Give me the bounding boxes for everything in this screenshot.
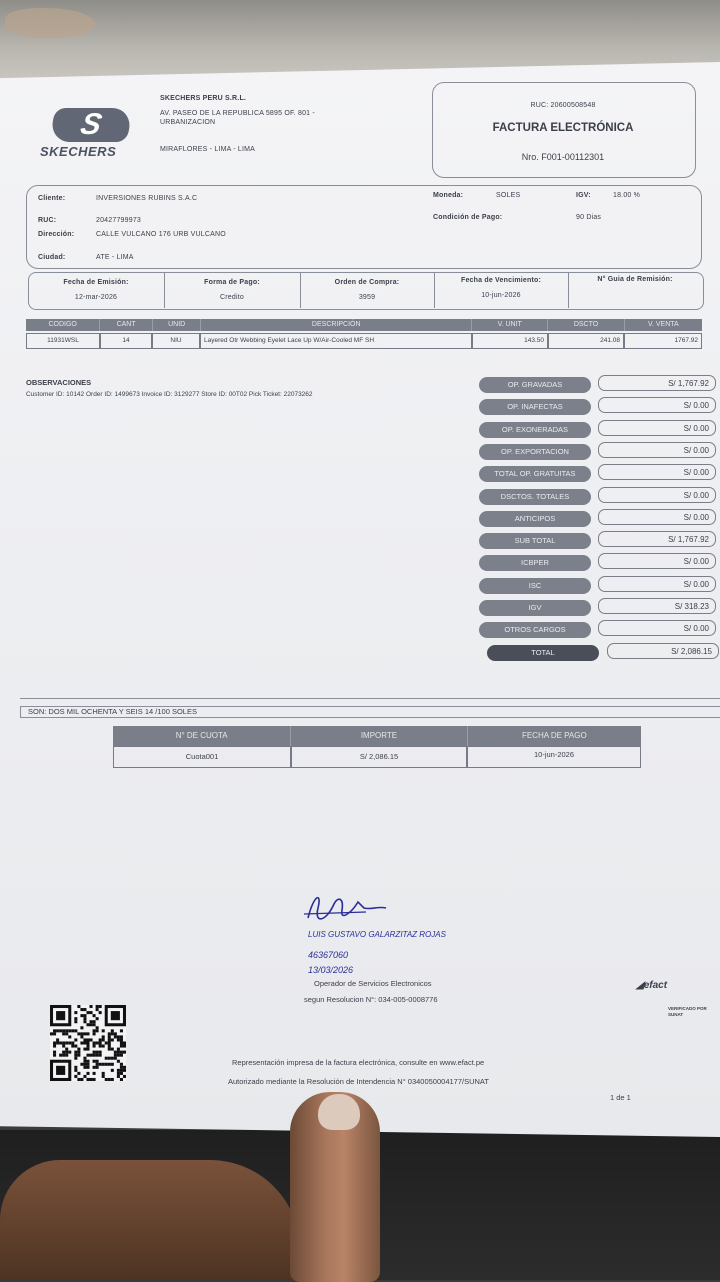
total-label: IGV (479, 600, 591, 616)
quota-number: Cuota001 (113, 746, 291, 768)
igv-value: 18.00 % (613, 192, 641, 199)
invoice-ruc: RUC: 20600508548 (530, 102, 596, 109)
company-address-1: AV. PASEO DE LA REPUBLICA 5895 OF. 801 - (160, 110, 315, 117)
total-value: S/ 0.00 (598, 553, 716, 569)
efact-logo (636, 980, 667, 991)
total-value: S/ 2,086.15 (607, 643, 719, 659)
sunat-logo: VERIFICADO POR SUNAT (668, 1006, 707, 1017)
currency-value: SOLES (496, 192, 521, 199)
company-address-2: URBANIZACION (160, 119, 216, 126)
total-value: S/ 0.00 (598, 487, 716, 503)
total-value: S/ 0.00 (598, 576, 716, 592)
total-label: DSCTOS. TOTALES (479, 489, 591, 505)
item-code: 11931WSL (26, 333, 100, 349)
quota-date: 10-jun-2026 (467, 746, 641, 768)
total-value: S/ 0.00 (598, 442, 716, 458)
guide-label: N° Guia de Remisión: (597, 276, 673, 283)
order-label: Orden de Compra: (334, 279, 400, 286)
observations-text: Customer ID: 10142 Order ID: 1499673 Invoice ID: 3129277 Store ID: 00T02 Pick Ticket: 22073262 (26, 391, 313, 398)
currency-label: Moneda: (433, 192, 464, 199)
total-label: TOTAL (487, 645, 599, 661)
total-value: S/ 1,767.92 (598, 375, 716, 391)
total-value: S/ 0.00 (598, 620, 716, 636)
emission-date: 12-mar-2026 (74, 294, 118, 301)
meta-divider (300, 272, 301, 308)
signature-scribble (300, 888, 390, 928)
hand (0, 1160, 300, 1280)
divider (20, 698, 720, 699)
total-value: S/ 0.00 (598, 420, 716, 436)
quota-col-date: FECHA DE PAGO (521, 731, 587, 740)
total-value: S/ 0.00 (598, 464, 716, 480)
qr-code-icon (50, 1004, 126, 1082)
col-description: DESCRIPCIÓN (201, 319, 472, 331)
quota-col-amount: IMPORTE (291, 726, 467, 746)
client-city: ATE - LIMA (96, 254, 134, 261)
igv-label: IGV: (576, 192, 591, 199)
total-value: S/ 0.00 (598, 397, 716, 413)
company-name: SKECHERS PERU S.R.L. (160, 95, 247, 102)
signer-date: 13/03/2026 (308, 965, 354, 975)
operator-line-2: segun Resolucion N°: 034-005-0008776 (304, 995, 438, 1004)
page-number: 1 de 1 (610, 1093, 631, 1102)
item-unit-price: 143.50 (472, 333, 548, 349)
due-date: 10-jun-2026 (481, 292, 521, 299)
logo-s-icon: S (48, 108, 133, 142)
amount-words: SON: DOS MIL OCHENTA Y SEIS 14 /100 SOLES (28, 707, 197, 716)
col-unit: UNID (153, 319, 202, 331)
item-total: 1767.92 (624, 333, 702, 349)
item-unit: NIU (152, 333, 200, 349)
col-qty: CANT (100, 319, 153, 331)
client-city-label: Ciudad: (38, 254, 66, 261)
client-ruc: 20427799973 (96, 217, 142, 224)
company-logo (40, 108, 150, 160)
quota-amount: S/ 2,086.15 (291, 746, 467, 768)
col-discount: DSCTO (548, 319, 624, 331)
item-description: Layered Otr Webbing Eyelet Lace Up W/Air-Cooled MF SH (200, 333, 472, 349)
client-name: INVERSIONES RUBINS S.A.C (96, 195, 198, 202)
total-label: SUB TOTAL (479, 533, 591, 549)
client-address-label: Dirección: (38, 231, 75, 238)
due-label: Fecha de Vencimiento: (460, 277, 542, 284)
background-stain (5, 8, 95, 38)
total-label: OTROS CARGOS (479, 622, 591, 638)
total-label: ANTICIPOS (479, 511, 591, 527)
company-city: MIRAFLORES - LIMA - LIMA (160, 146, 256, 153)
client-ruc-label: RUC: (38, 217, 57, 224)
total-label: TOTAL OP. GRATUITAS (479, 466, 591, 482)
total-label: OP. EXONERADAS (479, 422, 591, 438)
payform-label: Forma de Pago: (204, 279, 260, 286)
table-row (26, 333, 702, 349)
client-label: Cliente: (38, 195, 66, 202)
total-value: S/ 1,767.92 (598, 531, 716, 547)
item-discount: 241.08 (548, 333, 624, 349)
signer-id: 46367060 (308, 950, 349, 960)
invoice-number: Nro. F001-00112301 (521, 152, 605, 162)
footer-line-1: Representación impresa de la factura electrónica, consulte en www.efact.pe (232, 1058, 485, 1067)
observations-title: OBSERVACIONES (26, 378, 92, 387)
items-header (26, 319, 702, 331)
payment-condition-label: Condición de Pago: (433, 214, 503, 221)
order-value: 3959 (358, 294, 376, 301)
col-total: V. VENTA (647, 321, 679, 328)
payment-condition-value: 90 Dias (576, 214, 602, 221)
footer-line-2: Autorizado mediante la Resolución de Intendencia N° 0340050004177/SUNAT (228, 1077, 489, 1086)
total-label: ISC (479, 578, 591, 594)
operator-line-1: Operador de Servicios Electronicos (314, 979, 432, 988)
total-label: OP. INAFECTAS (479, 399, 591, 415)
payform-value: Credito (220, 294, 244, 301)
total-value: S/ 318.23 (598, 598, 716, 614)
total-label: OP. EXPORTACION (479, 444, 591, 460)
signer-name: LUIS GUSTAVO GALARZITAZ ROJAS (308, 930, 446, 939)
item-qty: 14 (100, 333, 152, 349)
quota-header (113, 726, 641, 746)
total-label: OP. GRAVADAS (479, 377, 591, 393)
fingernail (318, 1094, 360, 1130)
col-code: CODIGO (26, 319, 100, 331)
efact-text: efact (643, 980, 668, 991)
emission-label: Fecha de Emisión: (63, 279, 129, 286)
table-row (113, 746, 641, 768)
quota-col-number: N° DE CUOTA (113, 726, 291, 746)
invoice-title: FACTURA ELECTRÓNICA (492, 122, 634, 134)
col-unit-price: V. UNIT (472, 319, 548, 331)
total-value: S/ 0.00 (598, 509, 716, 525)
efact-icon: ◢ (636, 980, 644, 991)
client-address: CALLE VULCANO 176 URB VULCANO (96, 231, 226, 238)
meta-divider (164, 272, 165, 308)
total-label: ICBPER (479, 555, 591, 571)
logo-text: SKECHERS (40, 144, 117, 159)
